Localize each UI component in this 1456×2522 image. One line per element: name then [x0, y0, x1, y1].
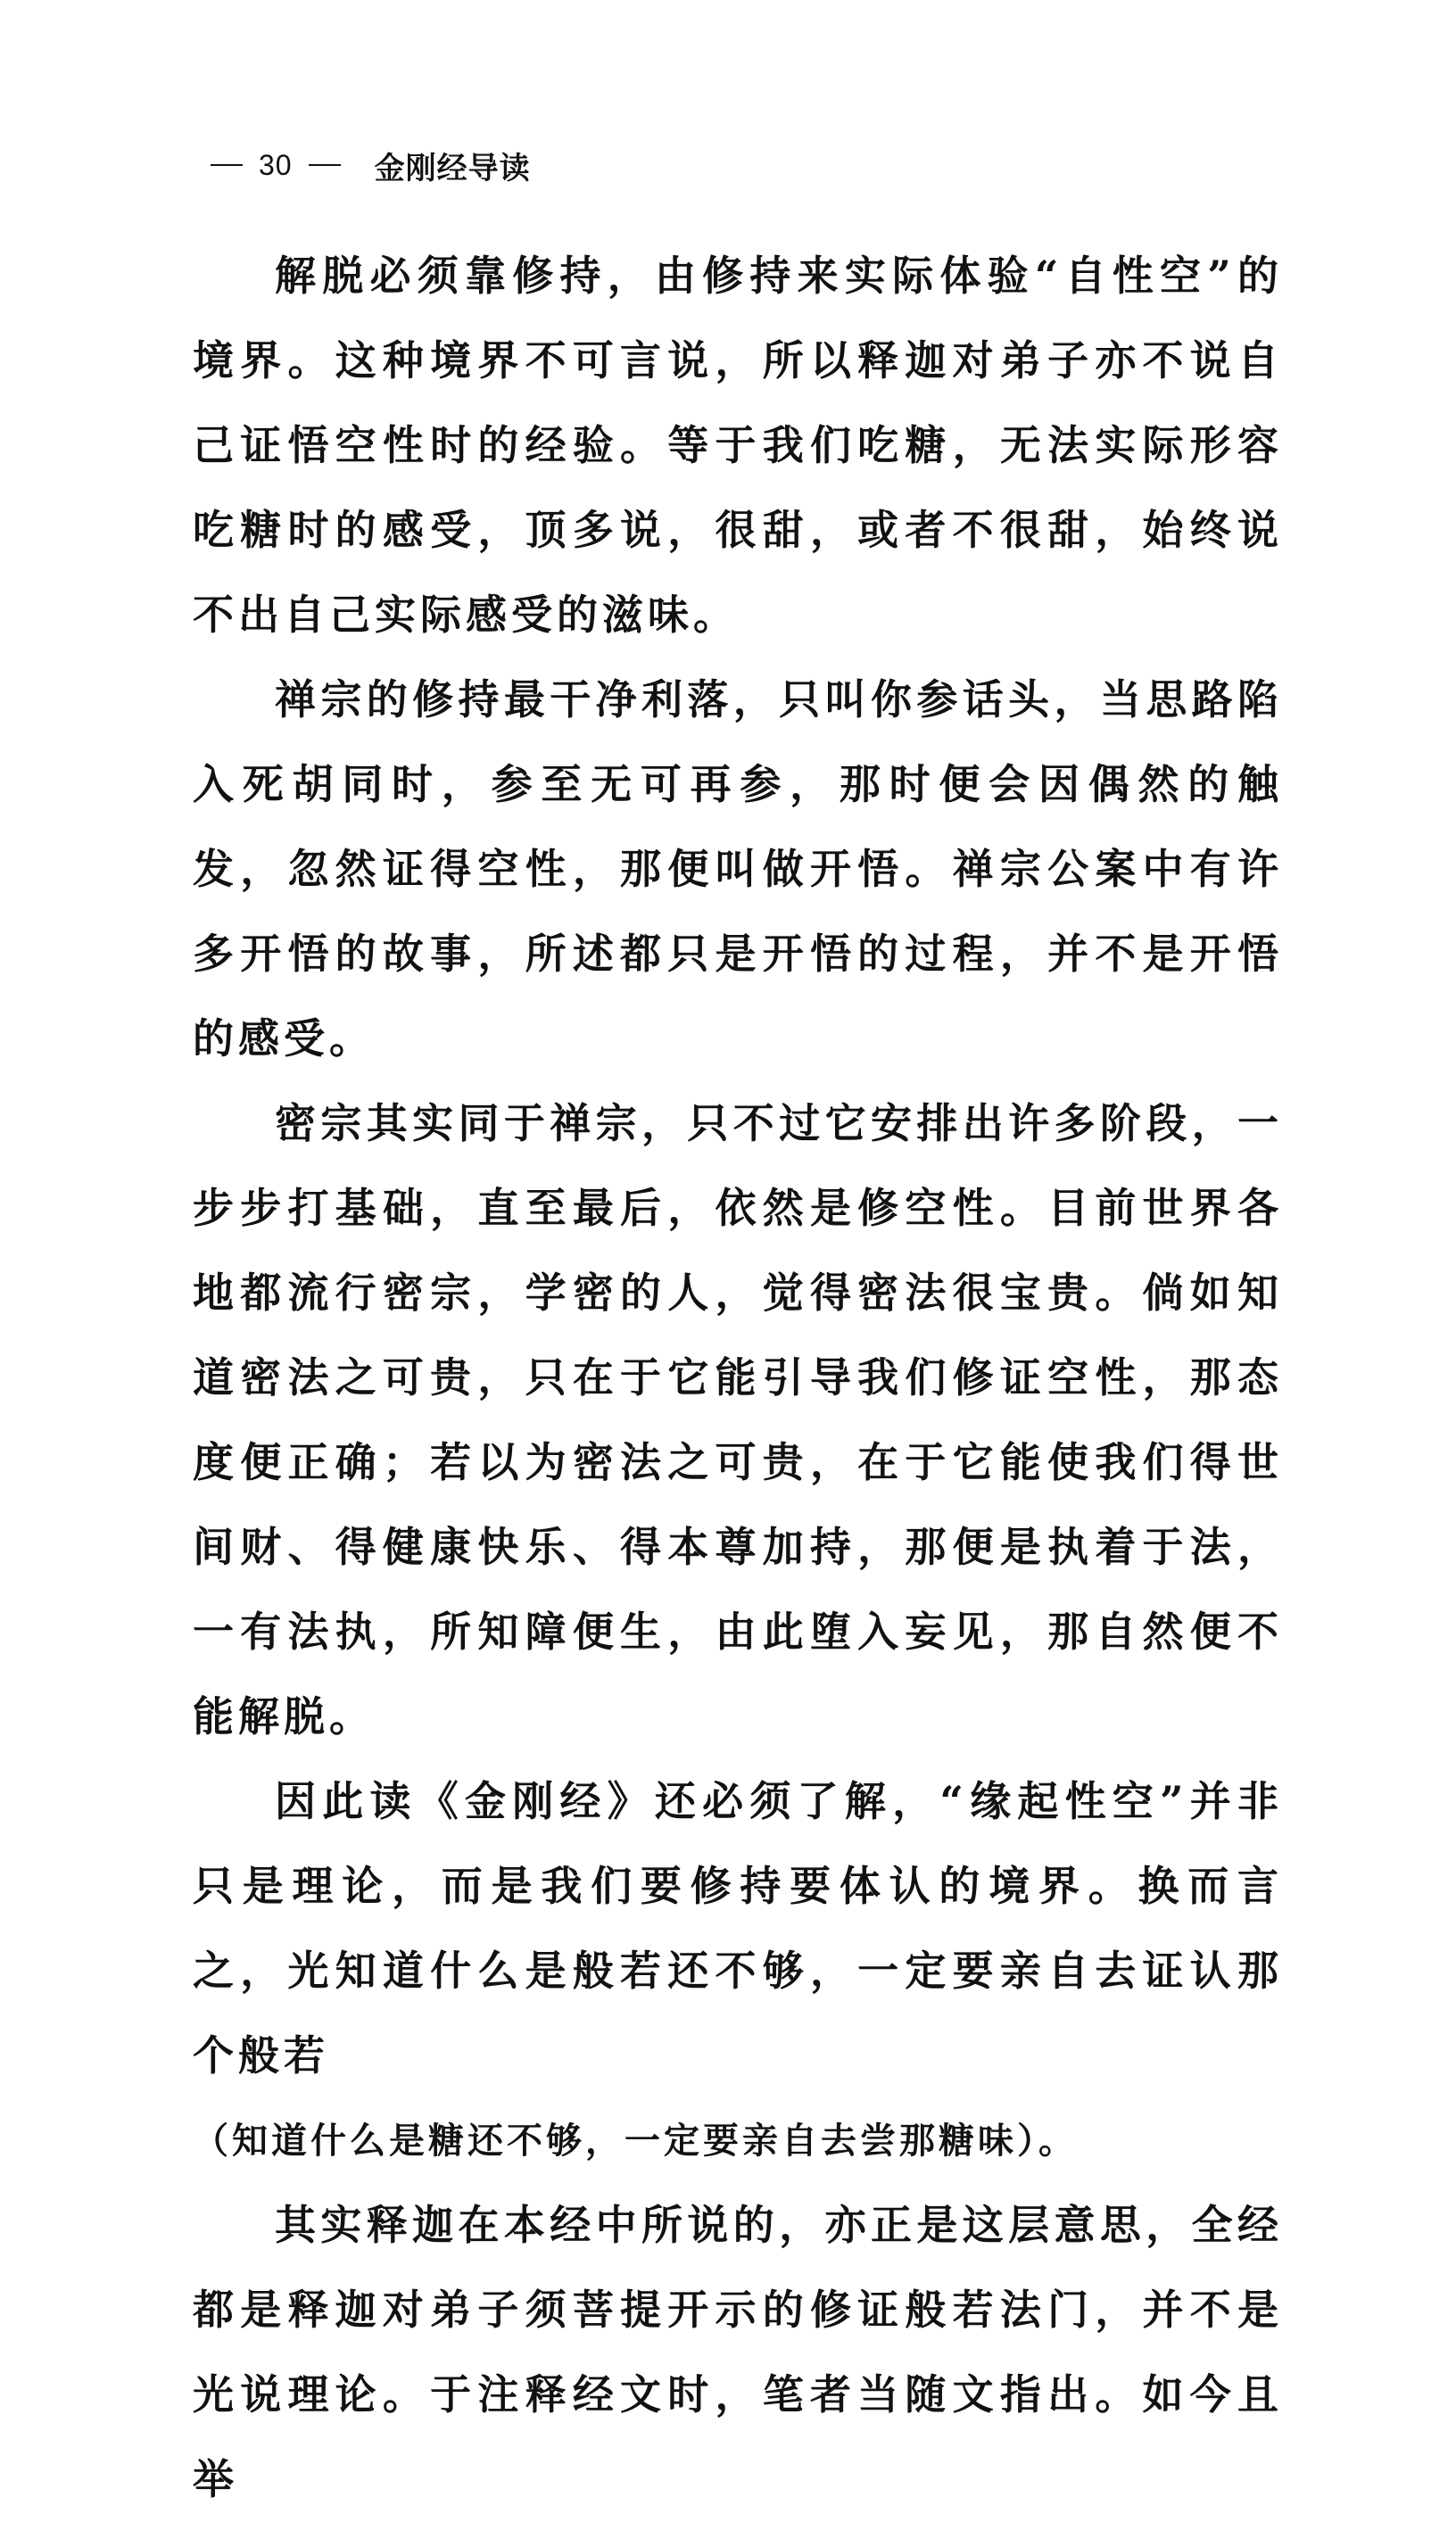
header-dash-left [211, 164, 243, 166]
paragraph-sugar-note: （知道什么是糖还不够，一定要亲自去尝那糖味）。 [193, 2120, 1078, 2162]
paragraph-chan: 禅宗的修持最干净利落，只叫你参话头，当思路陷入死胡同时，参至无可再参，那时便会因偶然的触发，忽然证得空性，那便叫做开悟。禅宗公案中有许多开悟的故事，所述都只是开悟的过程，并不是开悟的感受。 [193, 675, 1283, 1063]
paragraph-tantra: 密宗其实同于禅宗，只不过它安排出许多阶段，一步步打基础，直至最后，依然是修空性。目前世界各地都流行密宗，学密的人，觉得密法很宝贵。倘如知道密法之可贵，只在于它能引导我们修证空性，那态度便正确；若以为密法之可贵，在于它能使我们得世间财、得健康快乐、得本尊加持，那便是执着于法，一有法执，所知障便生，由此堕入妄见，那自然便不能解脱。 [193, 1099, 1283, 1741]
running-header [194, 143, 531, 187]
paragraph-diamond-sutra: 因此读《金刚经》还必须了解，“缘起性空”并非只是理论，而是我们要修持要体认的境界。换而言之，光知道什么是般若还不够，一定要亲自去证认那个般若 [193, 1777, 1283, 2080]
header-dash-right [309, 164, 341, 166]
paragraph-sakyamuni: 其实释迦在本经中所说的，亦正是这层意思，全经都是释迦对弟子须菩提开示的修证般若法门，并不是光说理论。于注释经文时，笔者当随文指出。如今且举 [193, 2201, 1283, 2503]
paragraph-liberation: 解脱必须靠修持，由修持来实际体验“自性空”的境界。这种境界不可言说，所以释迦对弟子亦不说自己证悟空性时的经验。等于我们吃糖，无法实际形容吃糖时的感受，顶多说，很甜，或者不很甜，始终说不出自己实际感受的滋味。 [193, 252, 1283, 639]
page-number: 30 [259, 148, 293, 181]
book-title: 金刚经导读 [374, 150, 531, 186]
page-body [193, 234, 1283, 2522]
